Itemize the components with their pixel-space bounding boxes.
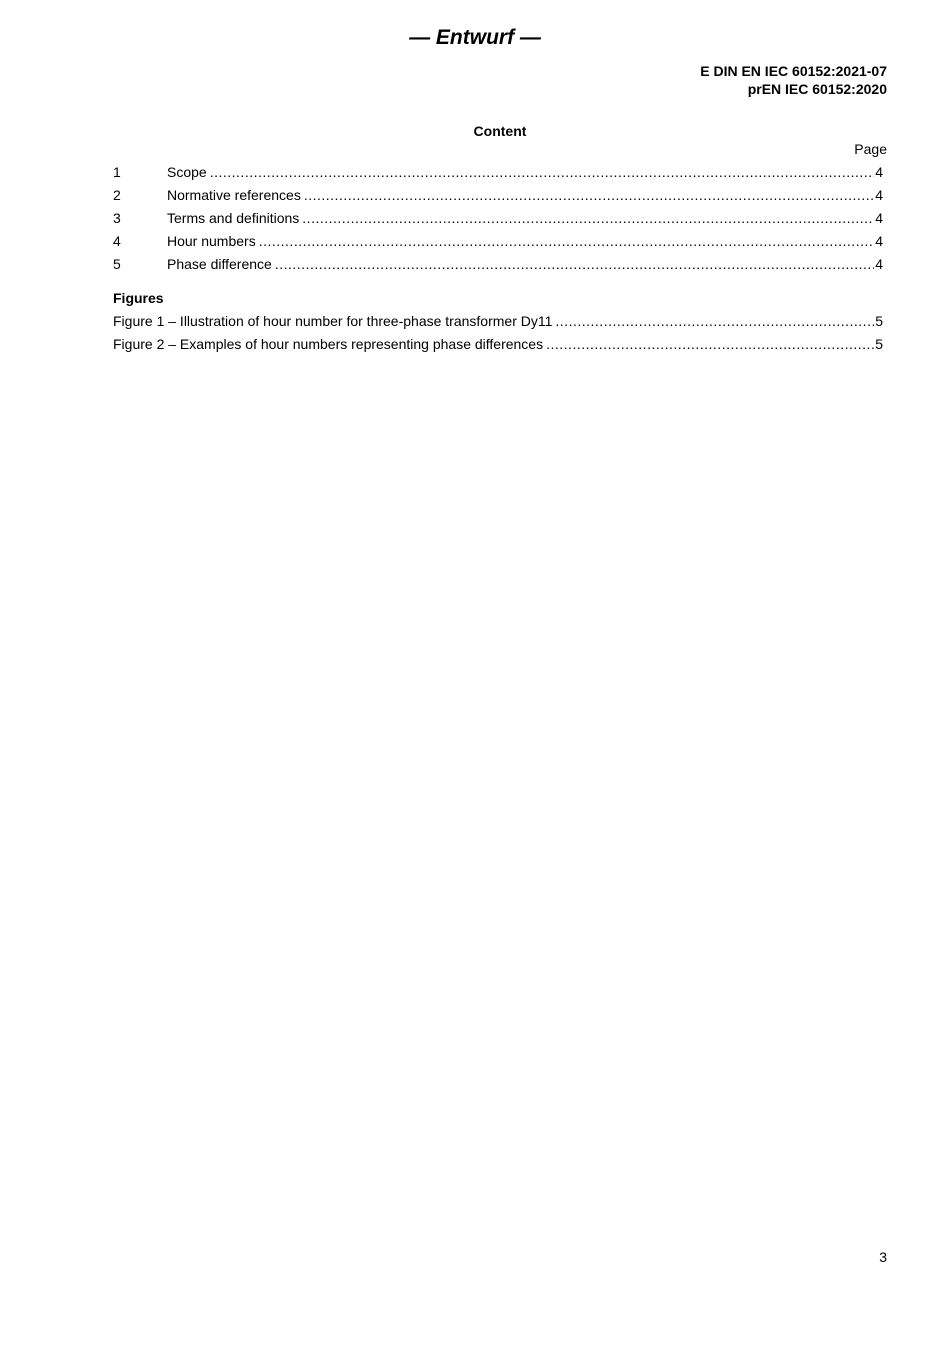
figure-entry-2[interactable] [113, 336, 883, 354]
toc-entry-page: 4 [875, 210, 883, 226]
document-identifiers [700, 62, 887, 98]
toc-entry-phase-difference[interactable] [113, 256, 883, 274]
toc-heading: Content [473, 123, 527, 139]
toc-entry-page: 4 [875, 233, 883, 249]
toc-entry-hour-numbers[interactable] [113, 233, 883, 251]
toc-entry-title: Scope [167, 164, 207, 180]
figure-entry-1[interactable] [113, 313, 883, 331]
draft-banner: — Entwurf — [409, 26, 541, 49]
toc-entry-number: 2 [113, 187, 121, 203]
toc-entry-number: 1 [113, 164, 121, 180]
toc-entry-normative-references[interactable] [113, 187, 883, 205]
dot-leader [302, 210, 874, 226]
toc-entry-number: 3 [113, 210, 121, 226]
toc-entry-title: Phase difference [167, 256, 272, 272]
figure-entry-title: Figure 2 – Examples of hour numbers representing phase differences [113, 336, 544, 352]
toc-entry-number: 4 [113, 233, 121, 249]
dot-leader [555, 313, 874, 329]
toc-entry-title: Normative references [167, 187, 301, 203]
toc-entry-page: 4 [875, 256, 883, 272]
dot-leader [546, 336, 874, 352]
toc-entry-page: 4 [875, 164, 883, 180]
figure-entry-title: Figure 1 – Illustration of hour number for three-phase transformer Dy11 [113, 313, 553, 329]
dot-leader [259, 233, 875, 249]
toc-entry-number: 5 [113, 256, 121, 272]
toc-entry-terms-and-definitions[interactable] [113, 210, 883, 228]
dot-leader [304, 187, 874, 203]
page-column-label: Page [854, 141, 887, 157]
toc-entry-title: Terms and definitions [167, 210, 300, 226]
dot-leader [275, 256, 874, 272]
figure-entry-page: 5 [875, 313, 883, 329]
toc-entry-title: Hour numbers [167, 233, 256, 249]
toc-entry-scope[interactable] [113, 164, 883, 182]
doc-id-din: E DIN EN IEC 60152:2021-07 [700, 63, 887, 79]
figure-entry-page: 5 [875, 336, 883, 352]
dot-leader [210, 164, 875, 180]
page-number: 3 [879, 1249, 887, 1265]
doc-id-pren: prEN IEC 60152:2020 [747, 81, 887, 97]
figures-heading: Figures [113, 290, 164, 306]
toc-entry-page: 4 [875, 187, 883, 203]
